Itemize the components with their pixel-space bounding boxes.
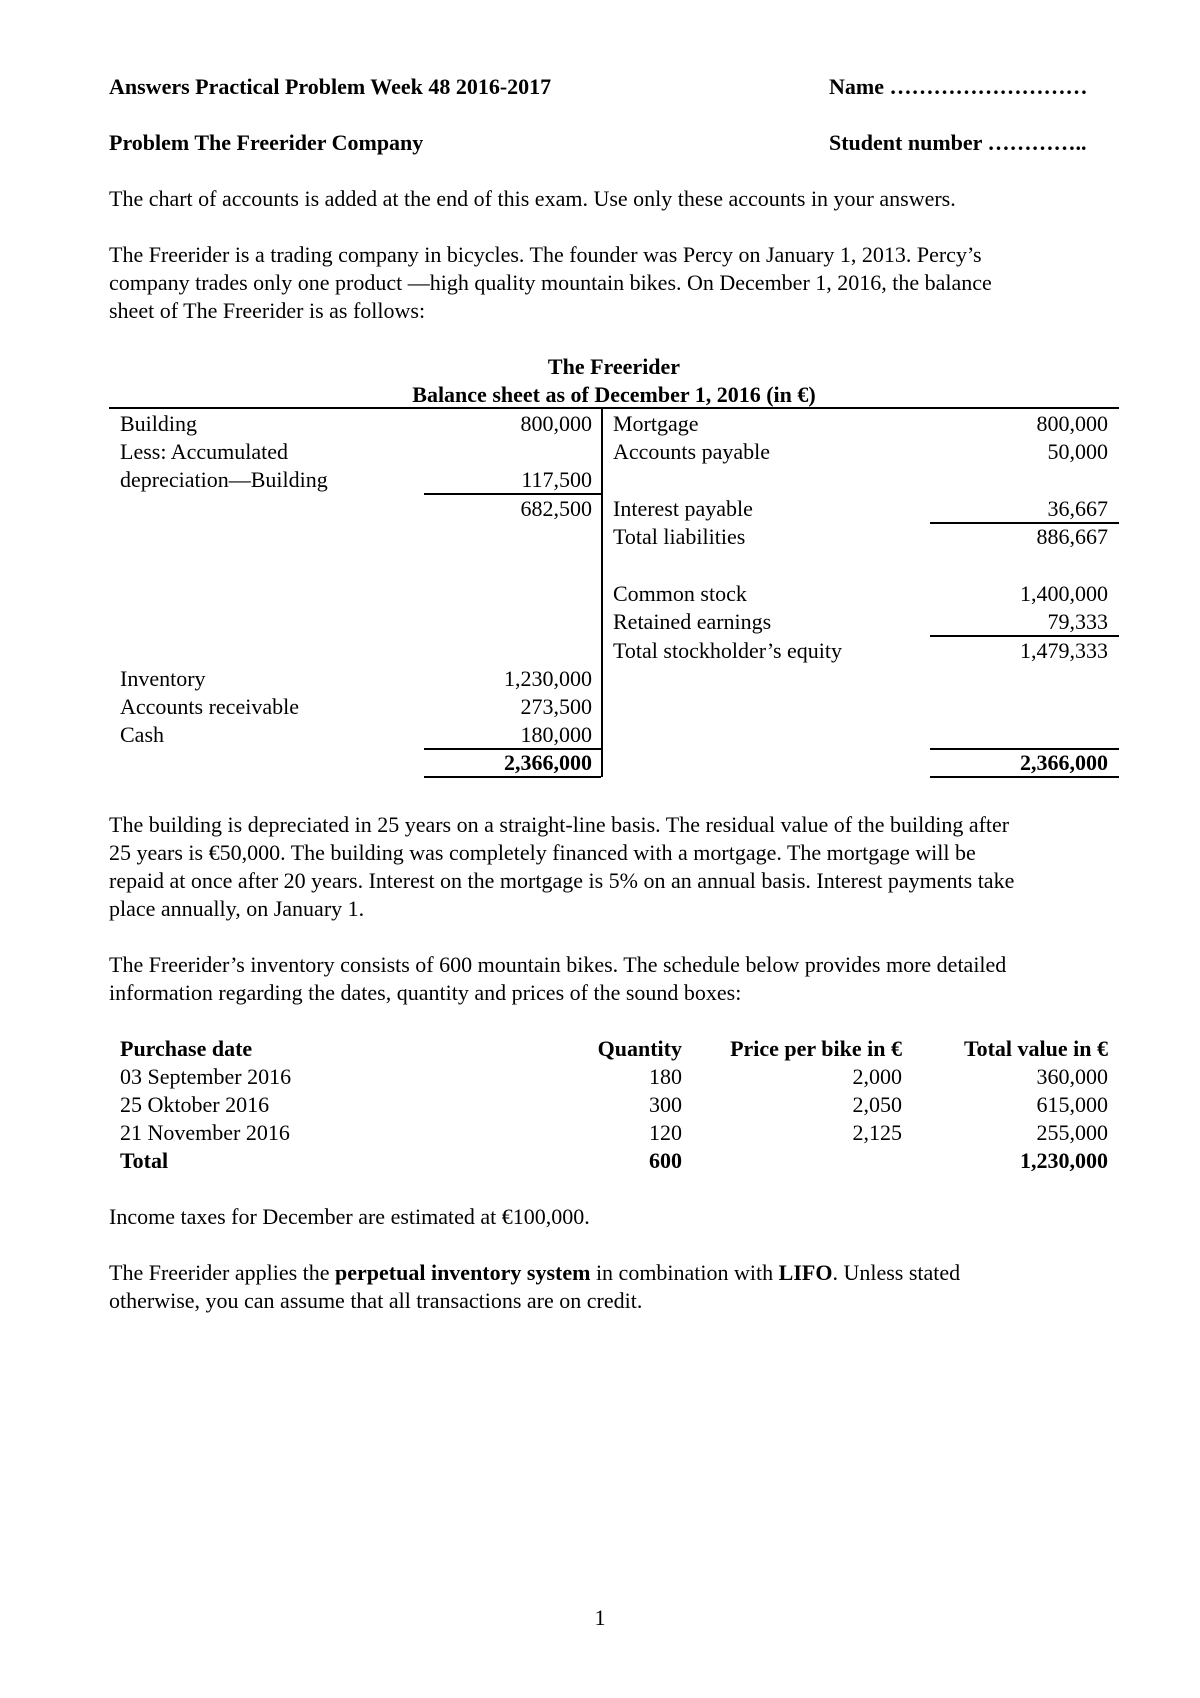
asset-inventory-value: 1,230,000 <box>504 666 592 691</box>
equity-common-stock-value: 1,400,000 <box>1020 581 1108 606</box>
schedule-header-total: Total value in € <box>963 1036 1108 1061</box>
assets-total-value: 2,366,000 <box>504 750 592 775</box>
page-number: 1 <box>594 1605 606 1630</box>
asset-receivable-value: 273,500 <box>520 694 592 719</box>
liability-payable-value: 50,000 <box>1047 439 1108 464</box>
schedule-header-date: Purchase date <box>120 1036 253 1061</box>
building-text-line-2: 25 years is €50,000. The building was completely financed with a mortgage. The mortgage will be <box>109 840 976 865</box>
system-text-part: The Freerider applies the <box>109 1260 336 1285</box>
asset-accumulated-depreciation-label-2: depreciation—Building <box>120 467 328 492</box>
name-field-label: Name ……………………… <box>829 74 1088 99</box>
system-text-part: . Unless stated <box>832 1260 961 1285</box>
assets-total-rule-bottom <box>424 776 601 778</box>
liabilities-equity-total-value: 2,366,000 <box>1020 750 1108 775</box>
total-equity-label: Total stockholder’s equity <box>613 638 843 663</box>
intro-paragraph-2-line-2: company trades only one product —high quality mountain bikes. On December 1, 2016, the balance <box>109 270 992 295</box>
system-text-part: in combination with <box>590 1260 779 1285</box>
liability-mortgage-label: Mortgage <box>613 411 699 436</box>
schedule-cell-date: 03 September 2016 <box>120 1064 292 1089</box>
total-equity-value: 1,479,333 <box>1020 638 1108 663</box>
income-tax-text: Income taxes for December are estimated at €100,000. <box>109 1204 590 1229</box>
schedule-cell-price: 2,125 <box>852 1120 902 1145</box>
schedule-cell-price: 2,050 <box>852 1092 902 1117</box>
schedule-cell-quantity: 180 <box>649 1064 682 1089</box>
intro-paragraph-2-line-3: sheet of The Freerider is as follows: <box>109 298 426 323</box>
intro-paragraph-2-line-1: The Freerider is a trading company in bicycles. The founder was Percy on January 1, 2013. Percy’s <box>109 242 982 267</box>
schedule-cell-date: 21 November 2016 <box>120 1120 290 1145</box>
total-liabilities-label: Total liabilities <box>613 524 746 549</box>
schedule-cell-quantity: 120 <box>649 1120 682 1145</box>
liability-mortgage-value: 800,000 <box>1036 411 1108 436</box>
asset-accumulated-depreciation-label-1: Less: Accumulated <box>120 439 289 464</box>
intro-paragraph-1: The chart of accounts is added at the end of this exam. Use only these accounts in your answers. <box>109 186 956 211</box>
inventory-text-line-2: information regarding the dates, quantity and prices of the sound boxes: <box>109 980 742 1005</box>
balance-sheet-top-rule <box>109 407 1119 409</box>
liability-payable-label: Accounts payable <box>613 439 770 464</box>
asset-cash-value: 180,000 <box>520 722 592 747</box>
document-title: Answers Practical Problem Week 48 2016-2017 <box>109 74 552 99</box>
schedule-header-price: Price per bike in € <box>730 1036 902 1061</box>
schedule-cell-price: 2,000 <box>852 1064 902 1089</box>
balance-sheet-center-divider <box>601 408 603 777</box>
balance-sheet-title: The Freerider <box>547 354 681 379</box>
total-liabilities-value: 886,667 <box>1036 524 1108 549</box>
inventory-system-text-line-2: otherwise, you can assume that all transactions are on credit. <box>109 1288 643 1313</box>
asset-accumulated-depreciation-value: 117,500 <box>521 467 592 492</box>
asset-cash-label: Cash <box>120 722 164 747</box>
asset-net-building-value: 682,500 <box>520 496 592 521</box>
building-text-line-3: repaid at once after 20 years. Interest on the mortgage is 5% on an annual basis. Interest payments take <box>109 868 1015 893</box>
schedule-total-label: Total <box>120 1148 169 1173</box>
schedule-total-quantity: 600 <box>649 1148 682 1173</box>
inventory-text-line-1: The Freerider’s inventory consists of 600 mountain bikes. The schedule below provides more detailed <box>109 952 1007 977</box>
building-text-line-1: The building is depreciated in 25 years on a straight-line basis. The residual value of the building after <box>109 812 1010 837</box>
schedule-cell-total: 615,000 <box>1036 1092 1108 1117</box>
equity-common-stock-label: Common stock <box>613 581 747 606</box>
asset-building-label: Building <box>120 411 198 436</box>
schedule-cell-date: 25 Oktober 2016 <box>120 1092 270 1117</box>
schedule-cell-quantity: 300 <box>649 1092 682 1117</box>
asset-building-value: 800,000 <box>520 411 592 436</box>
schedule-cell-total: 360,000 <box>1036 1064 1108 1089</box>
asset-inventory-label: Inventory <box>120 666 206 691</box>
inventory-system-text-line-1 <box>109 1260 960 1286</box>
liabilities-total-rule-bottom <box>930 776 1119 778</box>
schedule-cell-total: 255,000 <box>1036 1120 1108 1145</box>
schedule-header-quantity: Quantity <box>597 1036 682 1061</box>
student-number-label: Student number ………….. <box>829 130 1087 155</box>
problem-title: Problem The Freerider Company <box>109 130 424 155</box>
lifo-emphasis: LIFO <box>778 1260 833 1285</box>
building-text-line-4: place annually, on January 1. <box>109 896 365 921</box>
equity-retained-earnings-label: Retained earnings <box>613 609 772 634</box>
liability-interest-label: Interest payable <box>613 496 753 521</box>
perpetual-inventory-system-emphasis: perpetual inventory system <box>335 1260 591 1285</box>
equity-retained-earnings-value: 79,333 <box>1047 609 1108 634</box>
asset-receivable-label: Accounts receivable <box>120 694 299 719</box>
schedule-total-value: 1,230,000 <box>1020 1148 1108 1173</box>
liability-interest-value: 36,667 <box>1047 496 1108 521</box>
balance-sheet-subtitle: Balance sheet as of December 1, 2016 (in €) <box>412 382 816 407</box>
